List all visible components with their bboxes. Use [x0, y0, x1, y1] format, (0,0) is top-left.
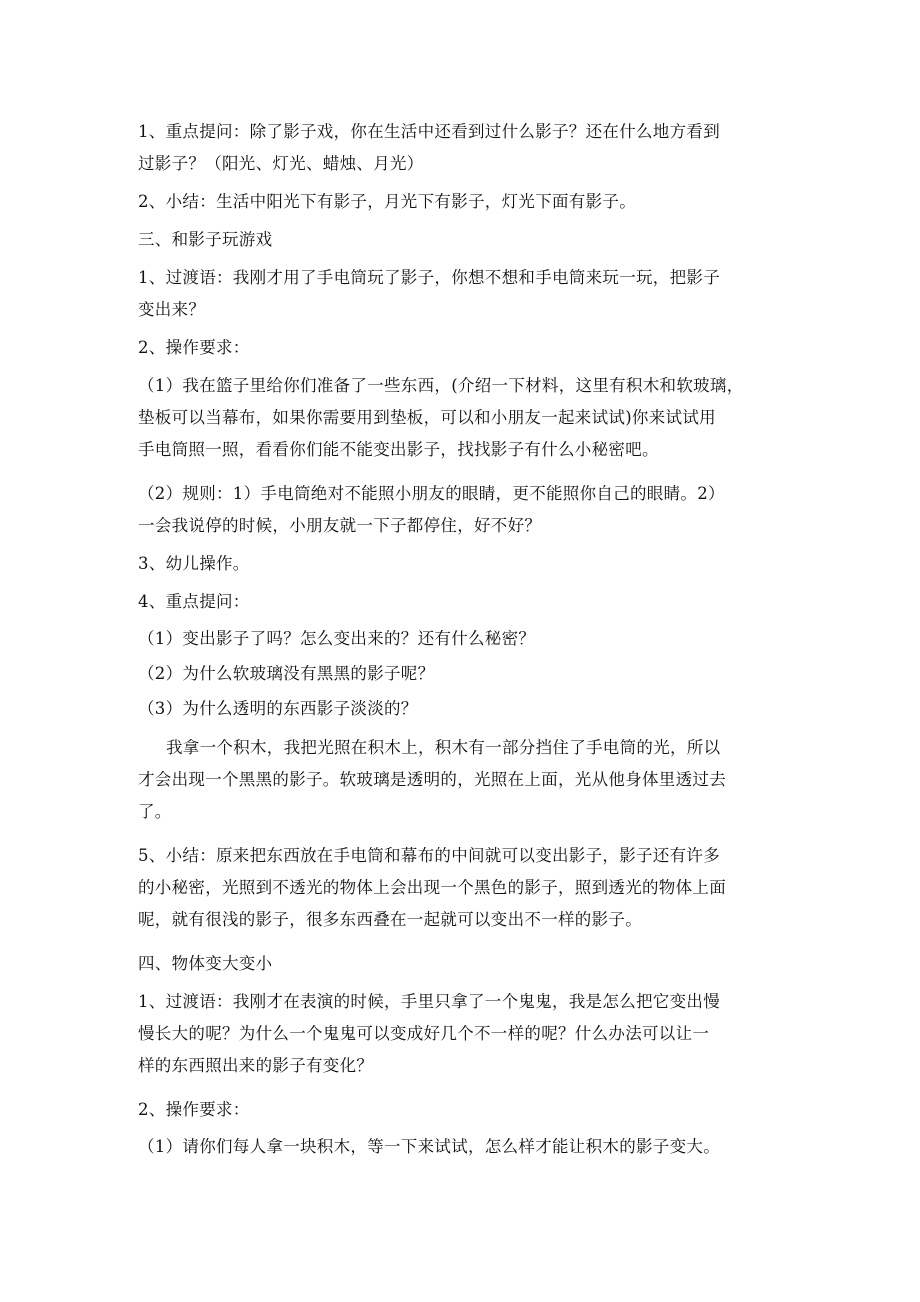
section-heading: 四、物体变大变小	[138, 954, 273, 973]
text-line: （3）为什么透明的东西影子淡淡的？	[138, 699, 418, 718]
text-line: （2）为什么软玻璃没有黑黑的影子呢？	[138, 664, 435, 683]
text-line: 5、小结：原来把东西放在手电筒和幕布的中间就可以变出影子，影子还有许多	[138, 846, 720, 865]
text-line: 1、过渡语：我刚才在表演的时候，手里只拿了一个鬼鬼，我是怎么把它变出慢	[138, 992, 720, 1011]
text-line: 变出来？	[138, 300, 206, 319]
text-line: 1、重点提问：除了影子戏，你在生活中还看到过什么影子？还在什么地方看到	[138, 122, 720, 141]
text-line: 的小秘密，光照到不透光的物体上会出现一个黑色的影子，照到透光的物体上面	[138, 878, 726, 897]
text-line: 2、操作要求：	[138, 1100, 250, 1119]
text-line: 3、幼儿操作。	[138, 554, 250, 573]
text-line: （1）请你们每人拿一块积木，等一下来试试，怎么样才能让积木的影子变大。	[138, 1137, 720, 1156]
text-line: 1、过渡语：我刚才用了手电筒玩了影子，你想不想和手电筒来玩一玩，把影子	[138, 268, 720, 287]
text-line: 了。	[138, 802, 172, 821]
text-line: （2）规则：1）手电筒绝对不能照小朋友的眼睛，更不能照你自己的眼睛。2）	[138, 484, 725, 503]
text-line: 手电筒照一照，看看你们能不能变出影子，找找影子有什么小秘密吧。	[138, 440, 659, 459]
text-line: 过影子？（阳光、灯光、蜡烛、月光）	[138, 154, 424, 173]
text-line: （1）变出影子了吗？怎么变出来的？还有什么秘密？	[138, 629, 536, 648]
text-line: 2、操作要求：	[138, 338, 250, 357]
text-line: （1）我在篮子里给你们准备了一些东西，(介绍一下材料，这里有积木和软玻璃，	[138, 376, 744, 395]
text-line: 样的东西照出来的影子有变化？	[138, 1056, 374, 1075]
text-line: 呢，就有很浅的影子，很多东西叠在一起就可以变出不一样的影子。	[138, 910, 642, 929]
text-line: 才会出现一个黑黑的影子。软玻璃是透明的，光照在上面，光从他身体里透过去	[138, 770, 726, 789]
text-line: 2、小结：生活中阳光下有影子，月光下有影子，灯光下面有影子。	[138, 192, 636, 211]
text-line: 慢长大的呢？为什么一个鬼鬼可以变成好几个不一样的呢？什么办法可以让一	[138, 1024, 710, 1043]
text-line: 垫板可以当幕布，如果你需要用到垫板，可以和小朋友一起来试试)你来试试用	[138, 408, 716, 427]
text-line: 4、重点提问：	[138, 592, 250, 611]
text-line: 一会我说停的时候，小朋友就一下子都停住，好不好？	[138, 516, 542, 535]
section-heading: 三、和影子玩游戏	[138, 230, 273, 249]
text-line: 我拿一个积木，我把光照在积木上，积木有一部分挡住了手电筒的光，所以	[166, 738, 721, 757]
